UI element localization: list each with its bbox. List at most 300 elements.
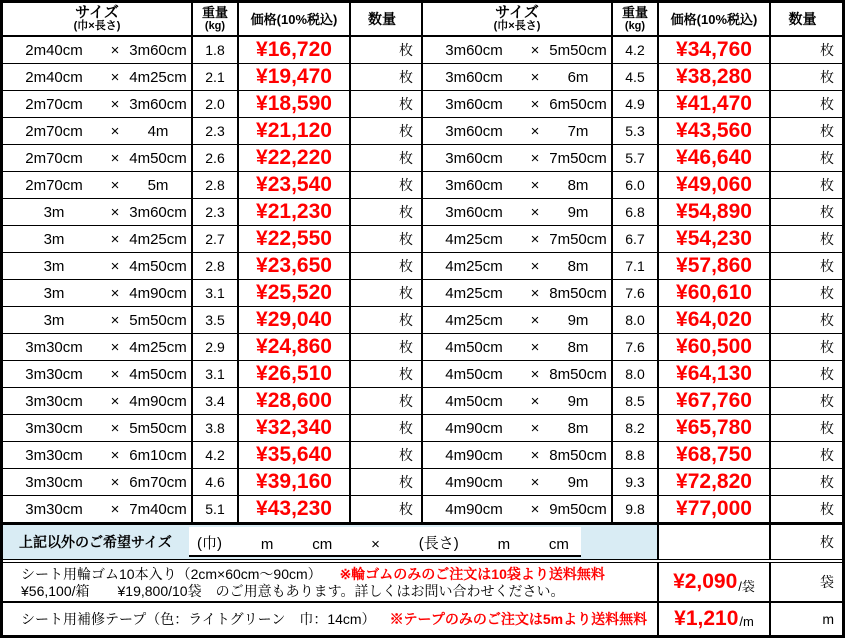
rubber-band-shipping-note: ※輪ゴムのみのご注文は10袋より送料無料: [339, 566, 605, 582]
size-length: 8m50cm: [549, 446, 607, 464]
repair-tape-title: シート用補修テープ（色：ライトグリーン 巾：14cm）: [21, 611, 376, 627]
size-length: 4m50cm: [129, 365, 187, 383]
size-header-label: サイズ: [495, 4, 539, 21]
quantity-unit: 枚: [820, 501, 834, 517]
size-length: 8m: [567, 257, 589, 275]
size-width: 4m25cm: [445, 311, 503, 329]
size-length: 6m: [567, 68, 589, 86]
quantity-cell[interactable]: [771, 334, 842, 360]
weight-header: [611, 3, 657, 35]
quantity-cell[interactable]: [771, 253, 842, 279]
size-length: 7m40cm: [129, 500, 187, 518]
times-sign: ×: [110, 230, 120, 248]
price-cell: ¥46,640: [657, 145, 771, 171]
quantity-cell[interactable]: [351, 280, 421, 306]
times-sign: ×: [110, 419, 120, 437]
size-width: 3m30cm: [25, 473, 83, 491]
weight-header-label: 重量: [621, 5, 648, 20]
size-cell: [3, 226, 191, 252]
size-length: 7m50cm: [549, 230, 607, 248]
times-sign: ×: [110, 149, 120, 167]
times-sign: ×: [110, 446, 120, 464]
size-width: 3m: [43, 284, 65, 302]
custom-price-cell: [657, 525, 771, 559]
weight-header-sub: (kg): [624, 20, 646, 32]
weight-cell: 8.0: [611, 361, 657, 387]
table-header: [423, 3, 842, 37]
size-width: 3m30cm: [25, 446, 83, 464]
size-cell: [3, 307, 191, 333]
price-table-left: [3, 3, 423, 523]
quantity-cell[interactable]: [771, 442, 842, 468]
quantity-cell[interactable]: [771, 118, 842, 144]
quantity-cell[interactable]: [351, 91, 421, 117]
quantity-unit: 枚: [399, 42, 413, 58]
rubber-band-title: シート用輪ゴム10本入り（2cm×60cm～90cm）: [21, 566, 322, 582]
quantity-unit: 枚: [820, 96, 834, 112]
table-row: [423, 415, 842, 442]
weight-cell: 4.6: [191, 469, 237, 495]
price-cell: ¥57,860: [657, 253, 771, 279]
size-length: 8m50cm: [549, 365, 607, 383]
quantity-unit: 枚: [399, 231, 413, 247]
size-length: 8m50cm: [549, 284, 607, 302]
size-cell: [3, 442, 191, 468]
size-cell: [3, 64, 191, 90]
weight-cell: 2.0: [191, 91, 237, 117]
size-length: 5m50cm: [549, 41, 607, 59]
size-cell: [423, 199, 611, 225]
table-row: [423, 64, 842, 91]
size-length: 9m: [567, 392, 589, 410]
times-sign: ×: [110, 122, 120, 140]
price-cell: ¥26,510: [237, 361, 351, 387]
times-sign: ×: [371, 536, 380, 553]
size-width: 4m90cm: [445, 473, 503, 491]
weight-cell: 4.2: [191, 442, 237, 468]
table-row: [423, 388, 842, 415]
quantity-header: 数量: [788, 10, 817, 27]
quantity-cell[interactable]: [351, 145, 421, 171]
quantity-cell[interactable]: [351, 253, 421, 279]
times-sign: ×: [110, 257, 120, 275]
size-width: 3m60cm: [445, 68, 503, 86]
quantity-cell[interactable]: [351, 199, 421, 225]
quantity-cell[interactable]: [351, 361, 421, 387]
quantity-cell[interactable]: [771, 307, 842, 333]
custom-size-cell: [3, 525, 657, 559]
size-width: 3m: [43, 257, 65, 275]
size-width: 3m30cm: [25, 500, 83, 518]
times-sign: ×: [110, 176, 120, 194]
size-length: 9m50cm: [549, 500, 607, 518]
quantity-unit: 枚: [399, 474, 413, 490]
times-sign: ×: [110, 68, 120, 86]
size-cell: [3, 172, 191, 198]
weight-cell: 3.5: [191, 307, 237, 333]
quantity-cell[interactable]: [351, 442, 421, 468]
size-length: 9m: [567, 203, 589, 221]
times-sign: ×: [530, 311, 540, 329]
size-cell: [3, 280, 191, 306]
table-row: [3, 37, 421, 64]
size-cell: [423, 442, 611, 468]
price-cell: ¥21,230: [237, 199, 351, 225]
custom-size-row: [3, 523, 842, 563]
size-width: 3m30cm: [25, 365, 83, 383]
price-cell: ¥41,470: [657, 91, 771, 117]
table-row: [423, 334, 842, 361]
times-sign: ×: [530, 203, 540, 221]
table-row: [3, 415, 421, 442]
table-row: [3, 496, 421, 523]
size-cell: [423, 307, 611, 333]
quantity-cell[interactable]: [351, 415, 421, 441]
times-sign: ×: [110, 41, 120, 59]
price-cell: ¥29,040: [237, 307, 351, 333]
price-cell: ¥28,600: [237, 388, 351, 414]
table-row: [423, 226, 842, 253]
weight-cell: 6.8: [611, 199, 657, 225]
size-width: 4m50cm: [445, 392, 503, 410]
right-table-body: [423, 37, 842, 523]
quantity-unit: 枚: [399, 366, 413, 382]
times-sign: ×: [530, 149, 540, 167]
table-row: [423, 118, 842, 145]
times-sign: ×: [530, 122, 540, 140]
quantity-cell[interactable]: [771, 37, 842, 63]
size-cell: [423, 118, 611, 144]
size-cell: [423, 172, 611, 198]
table-row: [3, 442, 421, 469]
times-sign: ×: [110, 311, 120, 329]
size-length: 7m: [567, 122, 589, 140]
table-row: [3, 145, 421, 172]
weight-header-label: 重量: [201, 5, 228, 20]
size-length: 3m60cm: [129, 203, 187, 221]
quantity-cell[interactable]: [771, 469, 842, 495]
quantity-cell[interactable]: [351, 64, 421, 90]
price-cell: ¥21,120: [237, 118, 351, 144]
size-length: 5m50cm: [129, 311, 187, 329]
size-header-sub: (巾×長さ): [493, 20, 541, 32]
quantity-cell[interactable]: [351, 172, 421, 198]
rubber-band-price-cell: [657, 563, 771, 601]
quantity-unit: 枚: [820, 150, 834, 166]
quantity-cell[interactable]: [771, 415, 842, 441]
size-cell: [423, 361, 611, 387]
repair-tape-price: ¥1,210: [674, 607, 739, 630]
price-cell: ¥72,820: [657, 469, 771, 495]
price-header: 価格(10%税込): [657, 3, 771, 35]
size-header: [423, 3, 611, 35]
quantity-cell[interactable]: [351, 469, 421, 495]
width-cm-unit: cm: [312, 536, 333, 553]
quantity-cell[interactable]: [771, 145, 842, 171]
price-cell: ¥43,560: [657, 118, 771, 144]
price-cell: ¥65,780: [657, 415, 771, 441]
times-sign: ×: [110, 95, 120, 113]
table-row: [423, 469, 842, 496]
size-cell: [423, 280, 611, 306]
weight-cell: 2.6: [191, 145, 237, 171]
quantity-unit: m: [822, 611, 834, 627]
price-cell: ¥68,750: [657, 442, 771, 468]
size-cell: [423, 496, 611, 522]
table-row: [3, 199, 421, 226]
quantity-cell[interactable]: [771, 199, 842, 225]
weight-cell: 8.5: [611, 388, 657, 414]
size-width: 2m70cm: [25, 176, 83, 194]
table-row: [3, 118, 421, 145]
quantity-unit: 枚: [820, 285, 834, 301]
length-m-unit: m: [497, 536, 511, 553]
times-sign: ×: [530, 365, 540, 383]
size-length: 4m50cm: [129, 149, 187, 167]
weight-cell: 4.9: [611, 91, 657, 117]
times-sign: ×: [110, 203, 120, 221]
price-cell: ¥39,160: [237, 469, 351, 495]
quantity-unit: 枚: [399, 447, 413, 463]
quantity-unit: 枚: [820, 177, 834, 193]
table-row: [3, 388, 421, 415]
size-cell: [3, 37, 191, 63]
quantity-cell[interactable]: [351, 118, 421, 144]
quantity-cell[interactable]: [771, 226, 842, 252]
size-length: 7m50cm: [549, 149, 607, 167]
weight-cell: 5.7: [611, 145, 657, 171]
quantity-unit: 枚: [399, 393, 413, 409]
weight-cell: 5.1: [191, 496, 237, 522]
size-cell: [423, 64, 611, 90]
quantity-cell[interactable]: [771, 172, 842, 198]
price-cell: ¥38,280: [657, 64, 771, 90]
size-width: 3m60cm: [445, 41, 503, 59]
weight-cell: 8.8: [611, 442, 657, 468]
size-length: 4m25cm: [129, 68, 187, 86]
weight-cell: 2.3: [191, 199, 237, 225]
quantity-unit: 枚: [820, 258, 834, 274]
size-cell: [423, 37, 611, 63]
rubber-band-line2: ¥56,100/箱 ¥19,800/10袋 のご用意もあります。詳しくはお問い合わせください。: [21, 583, 565, 599]
quantity-unit: 枚: [820, 312, 834, 328]
quantity-cell[interactable]: [771, 563, 842, 601]
weight-cell: 2.7: [191, 226, 237, 252]
table-row: [423, 442, 842, 469]
table-row: [3, 280, 421, 307]
quantity-cell[interactable]: [771, 64, 842, 90]
size-cell: [3, 496, 191, 522]
times-sign: ×: [530, 500, 540, 518]
weight-cell: 3.1: [191, 280, 237, 306]
price-cell: ¥54,890: [657, 199, 771, 225]
weight-cell: 7.6: [611, 334, 657, 360]
size-length: 4m90cm: [129, 284, 187, 302]
weight-header: [191, 3, 237, 35]
table-row: [3, 64, 421, 91]
table-row: [3, 334, 421, 361]
size-cell: [3, 253, 191, 279]
size-cell: [3, 334, 191, 360]
weight-cell: 3.4: [191, 388, 237, 414]
size-width: 3m30cm: [25, 338, 83, 356]
quantity-cell[interactable]: [771, 280, 842, 306]
price-header: 価格(10%税込): [237, 3, 351, 35]
size-length: 6m50cm: [549, 95, 607, 113]
table-row: [423, 280, 842, 307]
weight-cell: 8.0: [611, 307, 657, 333]
size-header-label: サイズ: [75, 4, 119, 21]
size-width: 3m60cm: [445, 95, 503, 113]
size-header-sub: (巾×長さ): [73, 20, 121, 32]
quantity-cell[interactable]: [771, 603, 842, 635]
size-length: 9m: [567, 473, 589, 491]
quantity-cell[interactable]: [351, 496, 421, 522]
quantity-unit: 枚: [820, 447, 834, 463]
weight-cell: 3.1: [191, 361, 237, 387]
quantity-cell[interactable]: [771, 361, 842, 387]
size-cell: [3, 415, 191, 441]
width-m-unit: m: [260, 536, 274, 553]
size-width: 2m40cm: [25, 41, 83, 59]
quantity-cell[interactable]: [351, 226, 421, 252]
times-sign: ×: [110, 473, 120, 491]
table-row: [423, 199, 842, 226]
quantity-unit: 枚: [399, 501, 413, 517]
quantity-cell[interactable]: [351, 307, 421, 333]
quantity-unit: 枚: [399, 312, 413, 328]
quantity-cell[interactable]: [351, 334, 421, 360]
price-cell: ¥19,470: [237, 64, 351, 90]
size-length: 9m: [567, 311, 589, 329]
weight-cell: 4.2: [611, 37, 657, 63]
weight-cell: 7.6: [611, 280, 657, 306]
quantity-unit: 枚: [399, 150, 413, 166]
weight-cell: 1.8: [191, 37, 237, 63]
size-width: 3m: [43, 311, 65, 329]
weight-cell: 7.1: [611, 253, 657, 279]
weight-cell: 8.2: [611, 415, 657, 441]
quantity-unit: 枚: [399, 258, 413, 274]
weight-cell: 6.0: [611, 172, 657, 198]
table-row: [423, 307, 842, 334]
quantity-unit: 枚: [820, 474, 834, 490]
rubber-band-line1: [21, 566, 657, 583]
repair-tape-shipping-note: ※テープのみのご注文は5mより送料無料: [389, 611, 648, 627]
size-cell: [423, 145, 611, 171]
size-width: 4m90cm: [445, 500, 503, 518]
table-row: [423, 361, 842, 388]
quantity-cell[interactable]: [771, 496, 842, 522]
quantity-cell[interactable]: [771, 525, 842, 559]
custom-size-input[interactable]: [189, 527, 581, 557]
rubber-band-row: [3, 563, 842, 603]
quantity-unit: 枚: [820, 42, 834, 58]
width-paren-label: (巾): [197, 535, 222, 552]
quantity-unit: 枚: [820, 204, 834, 220]
size-cell: [423, 91, 611, 117]
size-length: 3m60cm: [129, 41, 187, 59]
price-cell: ¥22,220: [237, 145, 351, 171]
length-paren-label: (長さ): [418, 535, 459, 552]
size-width: 3m60cm: [445, 149, 503, 167]
length-cm-unit: cm: [548, 536, 569, 553]
size-cell: [423, 253, 611, 279]
size-cell: [3, 118, 191, 144]
size-width: 3m30cm: [25, 419, 83, 437]
size-header: [3, 3, 191, 35]
weight-cell: 9.3: [611, 469, 657, 495]
times-sign: ×: [110, 338, 120, 356]
rubber-band-price: ¥2,090: [673, 570, 738, 593]
size-cell: [3, 199, 191, 225]
times-sign: ×: [530, 230, 540, 248]
size-length: 8m: [567, 176, 589, 194]
times-sign: ×: [110, 365, 120, 383]
size-width: 4m25cm: [445, 230, 503, 248]
times-sign: ×: [530, 176, 540, 194]
size-width: 4m50cm: [445, 365, 503, 383]
times-sign: ×: [530, 284, 540, 302]
price-cell: ¥64,020: [657, 307, 771, 333]
size-length: 8m: [567, 338, 589, 356]
times-sign: ×: [530, 41, 540, 59]
repair-tape-description: [3, 603, 657, 635]
quantity-unit: 枚: [399, 177, 413, 193]
price-cell: ¥64,130: [657, 361, 771, 387]
quantity-cell[interactable]: [351, 37, 421, 63]
size-length: 5m50cm: [129, 419, 187, 437]
left-table-body: [3, 37, 421, 523]
price-cell: ¥77,000: [657, 496, 771, 522]
quantity-cell[interactable]: [771, 388, 842, 414]
size-length: 6m10cm: [129, 446, 187, 464]
size-width: 3m30cm: [25, 392, 83, 410]
table-row: [3, 307, 421, 334]
size-width: 3m60cm: [445, 122, 503, 140]
size-length: 5m: [147, 176, 169, 194]
times-sign: ×: [530, 95, 540, 113]
repair-tape-row: [3, 603, 842, 635]
size-width: 4m25cm: [445, 284, 503, 302]
size-width: 2m70cm: [25, 122, 83, 140]
price-cell: ¥24,860: [237, 334, 351, 360]
quantity-unit: 枚: [820, 69, 834, 85]
table-row: [423, 37, 842, 64]
size-cell: [3, 91, 191, 117]
quantity-cell[interactable]: [771, 91, 842, 117]
size-length: 4m: [147, 122, 169, 140]
weight-cell: 5.3: [611, 118, 657, 144]
quantity-cell[interactable]: [351, 388, 421, 414]
weight-cell: 2.3: [191, 118, 237, 144]
quantity-unit: 枚: [399, 420, 413, 436]
quantity-unit: 枚: [399, 339, 413, 355]
weight-header-sub: (kg): [204, 20, 226, 32]
size-width: 4m90cm: [445, 446, 503, 464]
table-row: [3, 91, 421, 118]
quantity-unit: 枚: [820, 366, 834, 382]
quantity-unit: 枚: [820, 339, 834, 355]
size-width: 3m60cm: [445, 203, 503, 221]
times-sign: ×: [110, 392, 120, 410]
price-cell: ¥35,640: [237, 442, 351, 468]
size-width: 2m70cm: [25, 149, 83, 167]
size-length: 4m25cm: [129, 230, 187, 248]
size-width: 2m40cm: [25, 68, 83, 86]
quantity-unit: 枚: [399, 285, 413, 301]
size-width: 3m60cm: [445, 176, 503, 194]
